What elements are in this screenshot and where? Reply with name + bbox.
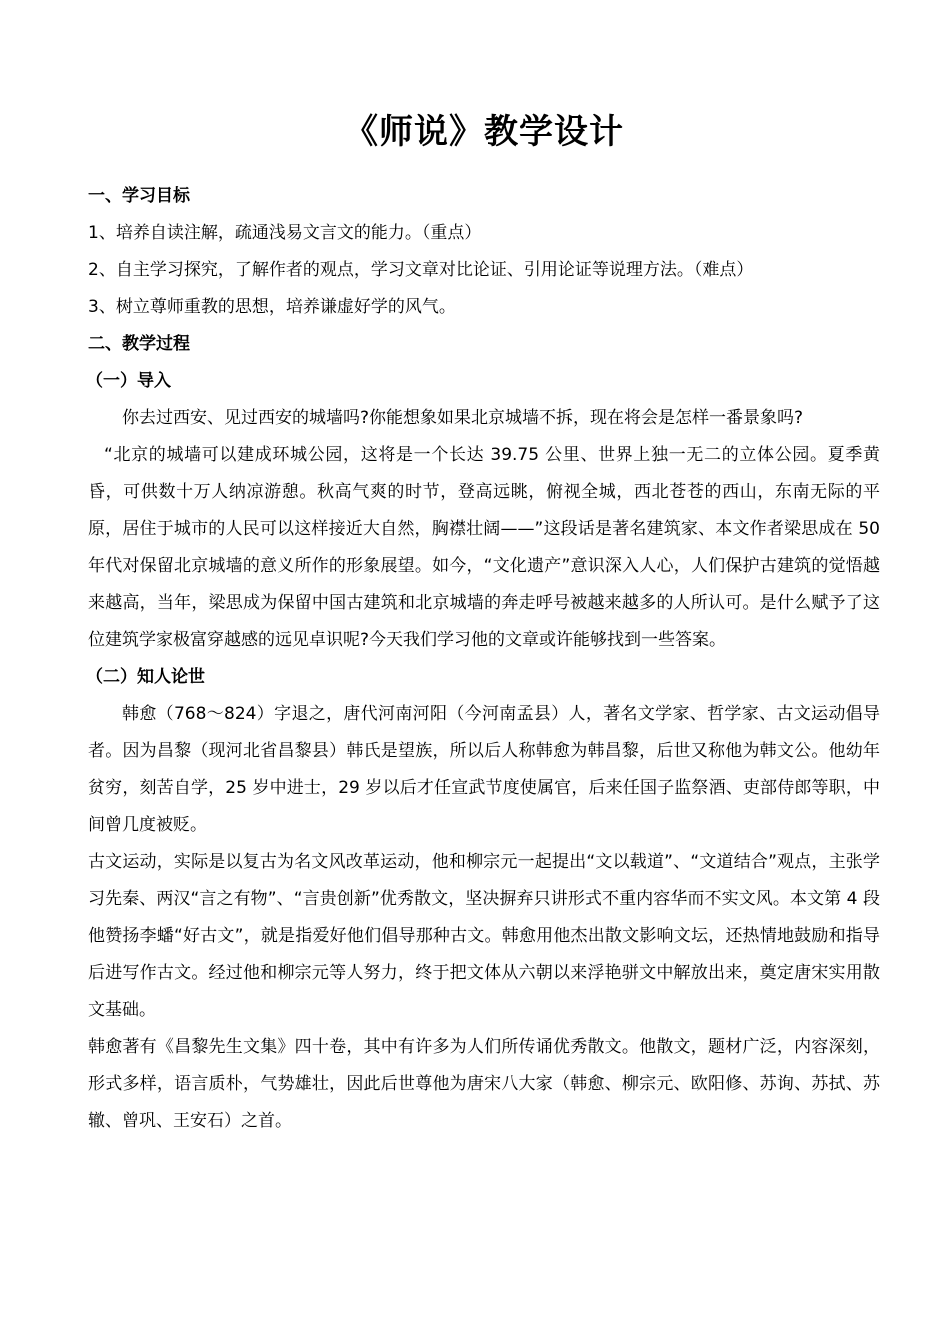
objective-item: 1、培养自读注解，疏通浅易文言文的能力。（重点） [88,223,482,243]
paragraph: 韩愈著有《昌黎先生文集》四十卷，其中有许多为人们所传诵优秀散文。他散文，题材广泛，内容深刻，形式多样，语言质朴，气势雄壮，因此后世尊他为唐宋八大家（韩愈、柳宗元、欧阳修、苏询、苏拭、苏辙、曾巩、王安石）之首。 [88,1037,880,1131]
subsection-heading-background: （二）知人论世 [86,667,205,687]
document-title: 《师说》教学设计 [344,112,624,152]
objective-item: 3、树立尊师重教的思想，培养谦虚好学的风气。 [88,297,456,317]
paragraph: 古文运动，实际是以复古为名文风改革运动，他和柳宗元一起提出“文以载道”、“文道结合”观点，主张学习先秦、两汉“言之有物”、“言贵创新”优秀散文，坚决摒弃只讲形式不重内容华而不实文风。本文第 4 段他赞扬李蟠“好古文”，就是指爱好他们倡导那种古文。韩愈用他杰出散文影响文坛，还热情地鼓励和指导后进写作古文。经过他和柳宗元等人努力，终于把文体从六朝以来浮艳骈文中解放出来，奠定唐宋实用散文基础。 [88,852,880,1020]
paragraph: 你去过西安、见过西安的城墙吗?你能想象如果北京城墙不拆，现在将会是怎样一番景象吗? [122,408,804,428]
section-heading-objectives: 一、学习目标 [88,186,190,206]
subsection-heading-intro: （一）导入 [86,371,171,391]
section-heading-process: 二、教学过程 [88,334,190,354]
paragraph: 韩愈（768～824）字退之，唐代河南河阳（今河南孟县）人，著名文学家、哲学家、古文运动倡导者。因为昌黎（现河北省昌黎县）韩氏是望族，所以后人称韩愈为韩昌黎，后世又称他为韩文公。他幼年贫穷，刻苦自学，25 岁中进士，29 岁以后才任宣武节度使属官，后来任国子监祭酒、吏部侍郎等职，中间曾几度被贬。 [88,704,880,835]
paragraph: “北京的城墙可以建成环城公园，这将是一个长达 39.75 公里、世界上独一无二的立体公园。夏季黄昏，可供数十万人纳凉游憩。秋高气爽的时节，登高远眺，俯视全城，西北苍苍的西山，东南无际的平原，居住于城市的人民可以这样接近大自然，胸襟壮阔——”这段话是著名建筑家、本文作者梁思成在 50 年代对保留北京城墙的意义所作的形象展望。如今，“文化遗产”意识深入人心，人们保护古建筑的觉悟越来越高，当年，梁思成为保留中国古建筑和北京城墙的奔走呼号被越来越多的人所认可。是什么赋予了这位建筑学家极富穿越感的远见卓识呢?今天我们学习他的文章或许能够找到一些答案。 [88,445,880,650]
objective-item: 2、自主学习探究，了解作者的观点，学习文章对比论证、引用论证等说理方法。（难点） [88,260,754,280]
